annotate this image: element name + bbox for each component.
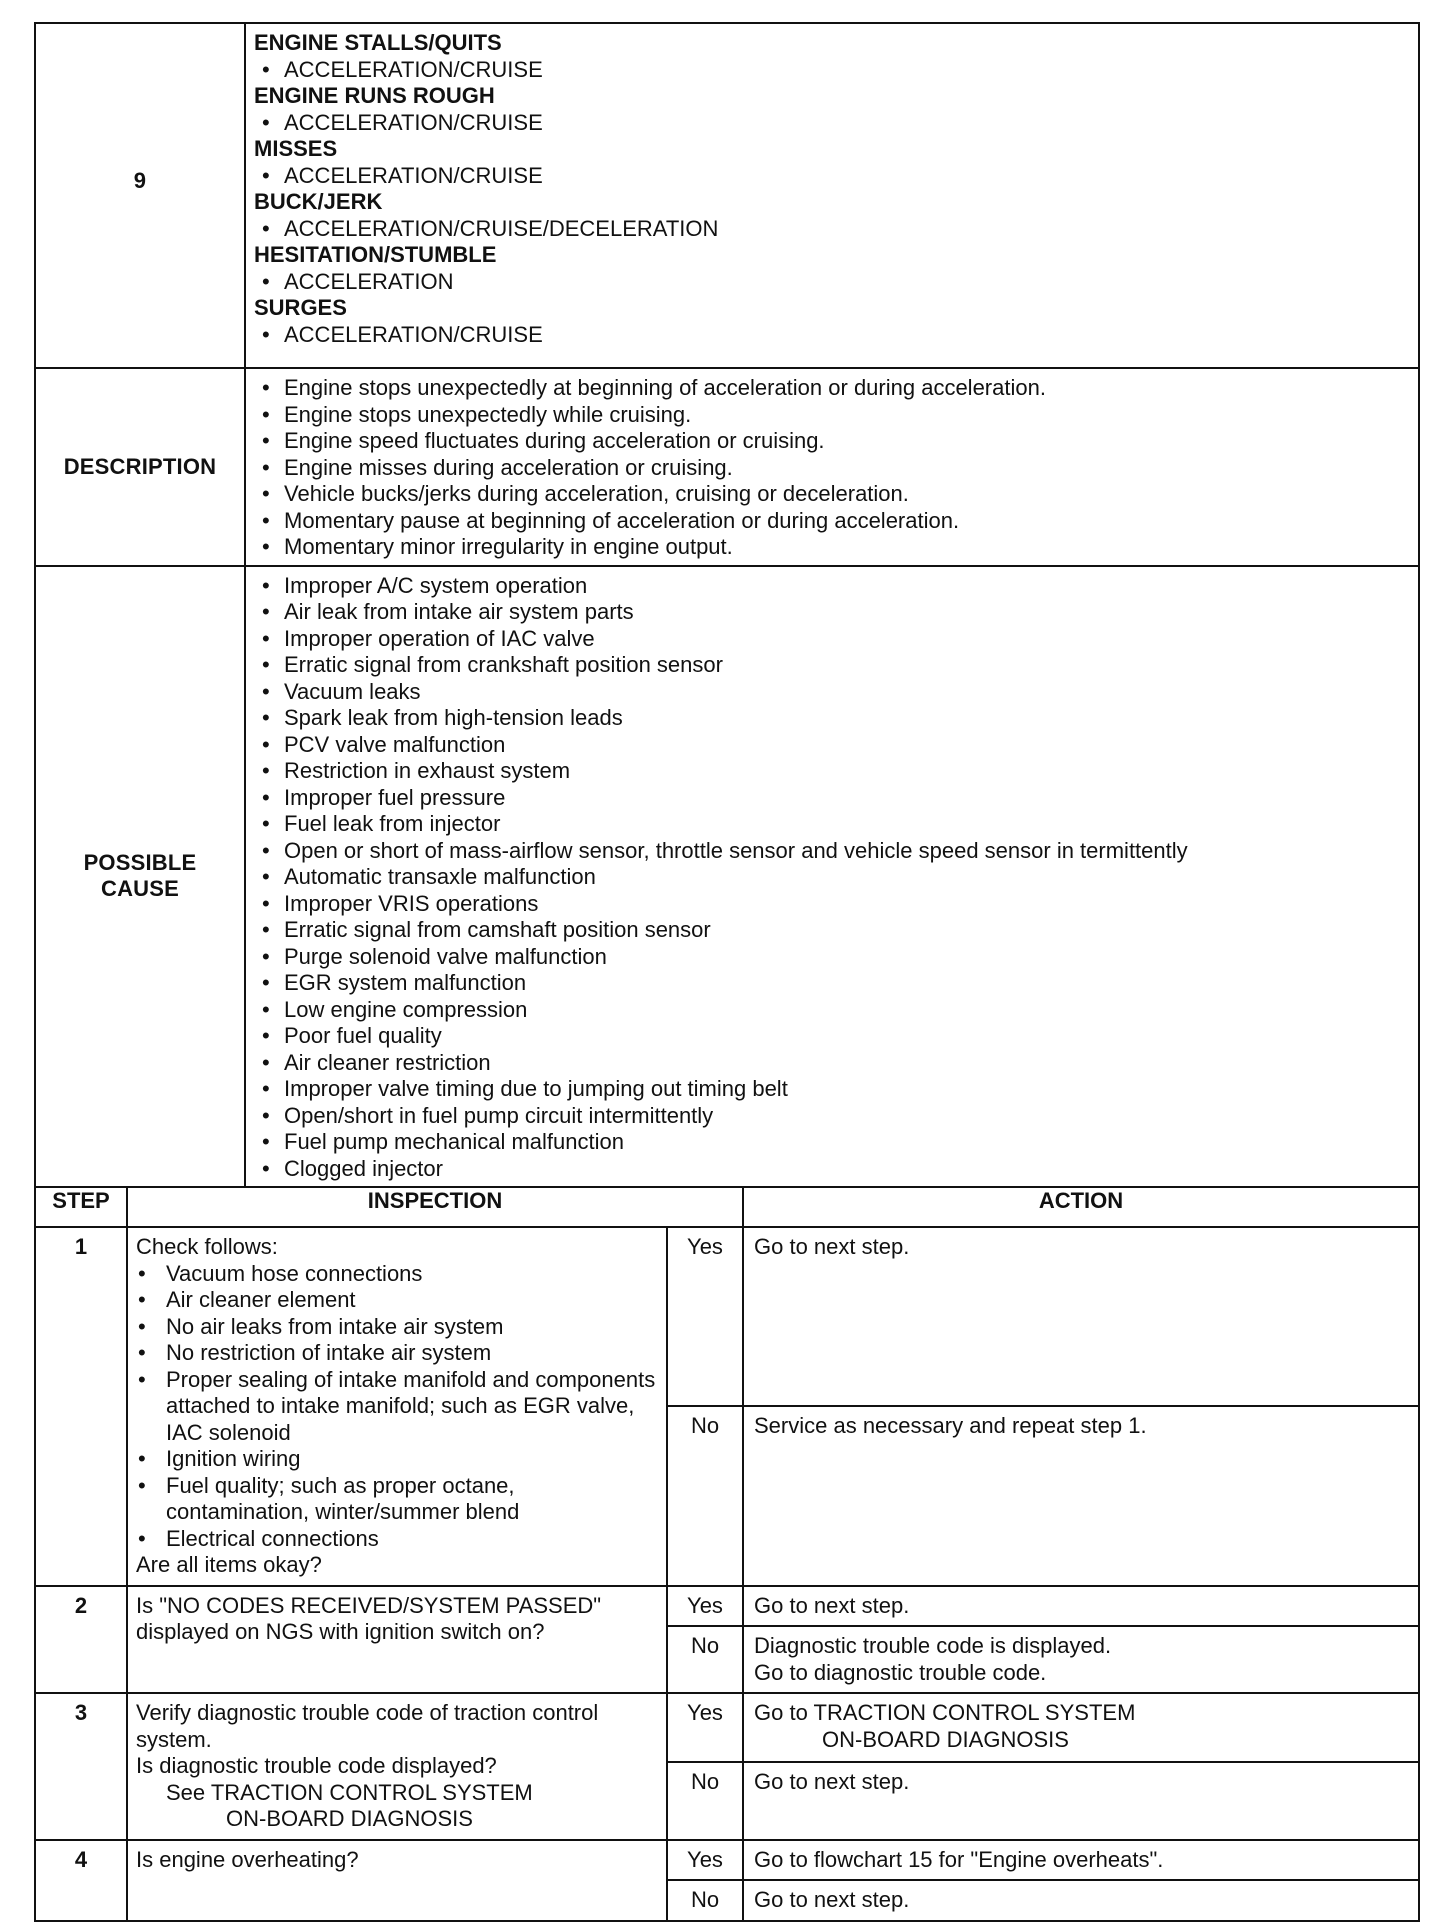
table-row (35, 1840, 1419, 1881)
symptom-number: 9 (35, 23, 245, 368)
list-item: • Open/short in fuel pump circuit intermittently (254, 1103, 1410, 1130)
symptom-group-name: ENGINE RUNS ROUGH (254, 83, 495, 108)
list-item: • Erratic signal from crankshaft position sensor (254, 652, 1410, 679)
list-item: • Air cleaner element (136, 1287, 658, 1314)
action-line: Go to diagnostic trouble code. (754, 1659, 1047, 1685)
list-item: • Vehicle bucks/jerks during acceleration, cruising or deceleration. (254, 481, 1410, 508)
list-item: • Improper fuel pressure (254, 785, 1410, 812)
list-item: • Low engine compression (254, 997, 1410, 1024)
list-item: • Fuel quality; such as proper octane, contamination, winter/summer blend (136, 1473, 658, 1526)
no-label: No (667, 1762, 743, 1840)
table-row (35, 1586, 1419, 1627)
possible-cause-label (35, 566, 245, 1188)
inspection-cell (127, 1693, 667, 1840)
yes-action: Go to next step. (743, 1586, 1419, 1627)
symptom-condition: • ACCELERATION/CRUISE (254, 57, 1410, 84)
step-number: 4 (35, 1840, 127, 1921)
list-item: • Momentary minor irregularity in engine output. (254, 534, 1410, 561)
action-line: Go to TRACTION CONTROL SYSTEM (754, 1700, 1136, 1725)
no-label: No (667, 1880, 743, 1921)
list-item: • Vacuum leaks (254, 679, 1410, 706)
inspection-question: Is "NO CODES RECEIVED/SYSTEM PASSED" displayed on NGS with ignition switch on? (127, 1586, 667, 1694)
symptom-group (254, 242, 1410, 295)
symptom-group-name: SURGES (254, 295, 347, 320)
symptom-condition: • ACCELERATION/CRUISE (254, 163, 1410, 190)
yes-label: Yes (667, 1586, 743, 1627)
list-item: • Purge solenoid valve malfunction (254, 944, 1410, 971)
inspection-cell (127, 1227, 667, 1586)
yes-label: Yes (667, 1227, 743, 1406)
description-label: DESCRIPTION (35, 368, 245, 566)
no-label: No (667, 1626, 743, 1693)
description-cell (245, 368, 1419, 566)
list-item: • PCV valve malfunction (254, 732, 1410, 759)
list-item: • Air leak from intake air system parts (254, 599, 1410, 626)
list-item: • Momentary pause at beginning of acceleration or during acceleration. (254, 508, 1410, 535)
symptom-group (254, 136, 1410, 189)
inspection-intro: Check follows: (136, 1234, 278, 1259)
reference-line: See TRACTION CONTROL SYSTEM (166, 1779, 533, 1805)
step-number: 1 (35, 1227, 127, 1586)
list-item: • Engine stops unexpectedly at beginning of acceleration or during acceleration. (254, 375, 1410, 402)
list-item: • Fuel pump mechanical malfunction (254, 1129, 1410, 1156)
symptom-condition: • ACCELERATION/CRUISE/DECELERATION (254, 216, 1410, 243)
symptom-table (34, 22, 1420, 1188)
inspection-question: Is diagnostic trouble code displayed? (136, 1753, 497, 1778)
no-label: No (667, 1406, 743, 1585)
action-header: ACTION (743, 1187, 1419, 1227)
list-item: • Clogged injector (254, 1156, 1410, 1183)
description-list (254, 375, 1410, 561)
possible-cause-row (35, 566, 1419, 1188)
symptom-condition: • ACCELERATION (254, 269, 1410, 296)
symptom-group (254, 295, 1410, 348)
inspection-list (136, 1261, 658, 1553)
list-item: • Improper VRIS operations (254, 891, 1410, 918)
list-item: • Improper valve timing due to jumping out timing belt (254, 1076, 1410, 1103)
step-number: 2 (35, 1586, 127, 1694)
step-number: 3 (35, 1693, 127, 1840)
list-item: • Air cleaner restriction (254, 1050, 1410, 1077)
symptom-group (254, 83, 1410, 136)
possible-cause-cell (245, 566, 1419, 1188)
yes-label: Yes (667, 1840, 743, 1881)
list-item: • Engine misses during acceleration or cruising. (254, 455, 1410, 482)
description-row (35, 368, 1419, 566)
list-item: • EGR system malfunction (254, 970, 1410, 997)
list-item: • Vacuum hose connections (136, 1261, 658, 1288)
no-action: Service as necessary and repeat step 1. (743, 1406, 1419, 1585)
symptom-group (254, 30, 1410, 83)
symptom-list (245, 23, 1419, 368)
symptom-condition: • ACCELERATION/CRUISE (254, 322, 1410, 349)
symptom-group-name: BUCK/JERK (254, 189, 383, 214)
yes-action (743, 1693, 1419, 1762)
inspection-text: Verify diagnostic trouble code of traction control system. (136, 1700, 599, 1752)
symptom-condition: • ACCELERATION/CRUISE (254, 110, 1410, 137)
list-item: • Open or short of mass-airflow sensor, throttle sensor and vehicle speed sensor in termittently (254, 838, 1410, 865)
list-item: • Proper sealing of intake manifold and components attached to intake manifold; such as EGR valve, IAC solenoid (136, 1367, 658, 1447)
list-item: • Improper A/C system operation (254, 573, 1410, 600)
inspection-header: INSPECTION (127, 1187, 743, 1227)
table-row (35, 1227, 1419, 1406)
reference-line: ON-BOARD DIAGNOSIS (226, 1806, 473, 1831)
list-item: • No air leaks from intake air system (136, 1314, 658, 1341)
symptom-group-name: ENGINE STALLS/QUITS (254, 30, 502, 55)
list-item: • No restriction of intake air system (136, 1340, 658, 1367)
no-action (743, 1626, 1419, 1693)
possible-cause-label-line: POSSIBLE (83, 849, 197, 875)
list-item: • Spark leak from high-tension leads (254, 705, 1410, 732)
list-item: • Electrical connections (136, 1526, 658, 1553)
possible-cause-label-line: CAUSE (100, 876, 179, 902)
list-item: • Erratic signal from camshaft position sensor (254, 917, 1410, 944)
no-action: Go to next step. (743, 1762, 1419, 1840)
no-action: Go to next step. (743, 1880, 1419, 1921)
action-line: Diagnostic trouble code is displayed. (754, 1633, 1112, 1658)
possible-cause-list (254, 573, 1410, 1183)
yes-label: Yes (667, 1693, 743, 1762)
symptom-group-name: HESITATION/STUMBLE (254, 242, 497, 267)
list-item: • Restriction in exhaust system (254, 758, 1410, 785)
symptom-row (35, 23, 1419, 368)
list-item: • Automatic transaxle malfunction (254, 864, 1410, 891)
list-item: • Ignition wiring (136, 1446, 658, 1473)
symptom-group-name: MISSES (254, 136, 338, 161)
table-row (35, 1693, 1419, 1762)
action-line: ON-BOARD DIAGNOSIS (822, 1726, 1069, 1752)
list-item: • Engine speed fluctuates during acceleration or cruising. (254, 428, 1410, 455)
step-header: STEP (35, 1187, 127, 1227)
list-item: • Poor fuel quality (254, 1023, 1410, 1050)
inspection-question: Is engine overheating? (127, 1840, 667, 1921)
list-item: • Engine stops unexpectedly while cruising. (254, 402, 1410, 429)
list-item: • Fuel leak from injector (254, 811, 1410, 838)
list-item: • Improper operation of IAC valve (254, 626, 1410, 653)
step-table (34, 1186, 1420, 1922)
symptom-group (254, 189, 1410, 242)
inspection-question: Are all items okay? (136, 1552, 322, 1577)
step-table-header (35, 1187, 1419, 1227)
yes-action: Go to next step. (743, 1227, 1419, 1406)
troubleshooting-sheet (34, 22, 1418, 1922)
yes-action: Go to flowchart 15 for "Engine overheats". (743, 1840, 1419, 1881)
